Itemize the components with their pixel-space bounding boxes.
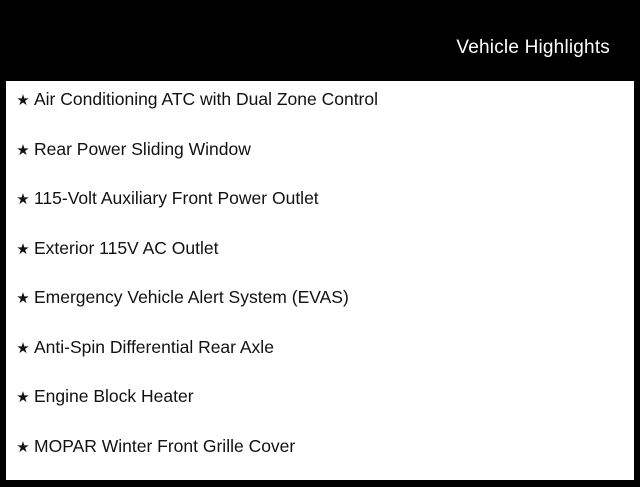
list-item-label: Emergency Vehicle Alert System (EVAS) bbox=[34, 289, 349, 307]
list-item-label: 115-Volt Auxiliary Front Power Outlet bbox=[34, 190, 319, 208]
list-item bbox=[6, 190, 634, 240]
star-icon: ★ bbox=[12, 143, 34, 158]
star-icon: ★ bbox=[12, 341, 34, 356]
list-item-label: Anti-Spin Differential Rear Axle bbox=[34, 339, 274, 357]
list-item bbox=[6, 141, 634, 191]
star-icon: ★ bbox=[12, 93, 34, 108]
list-item bbox=[6, 339, 634, 389]
list-item bbox=[6, 388, 634, 438]
page-title: Vehicle Highlights bbox=[456, 23, 634, 59]
list-item-label: MOPAR Winter Front Grille Cover bbox=[34, 438, 295, 456]
star-icon: ★ bbox=[12, 192, 34, 207]
list-item-label: Rear Power Sliding Window bbox=[34, 141, 251, 159]
list-item-label: Air Conditioning ATC with Dual Zone Control bbox=[34, 91, 378, 109]
star-icon: ★ bbox=[12, 291, 34, 306]
highlights-list bbox=[6, 81, 634, 480]
panel-header bbox=[6, 0, 634, 81]
star-icon: ★ bbox=[12, 242, 34, 257]
list-item bbox=[6, 240, 634, 290]
star-icon: ★ bbox=[12, 440, 34, 455]
list-item-label: Engine Block Heater bbox=[34, 388, 194, 406]
star-icon: ★ bbox=[12, 390, 34, 405]
list-item bbox=[6, 91, 634, 141]
list-item-label: Exterior 115V AC Outlet bbox=[34, 240, 219, 258]
list-item bbox=[6, 289, 634, 339]
